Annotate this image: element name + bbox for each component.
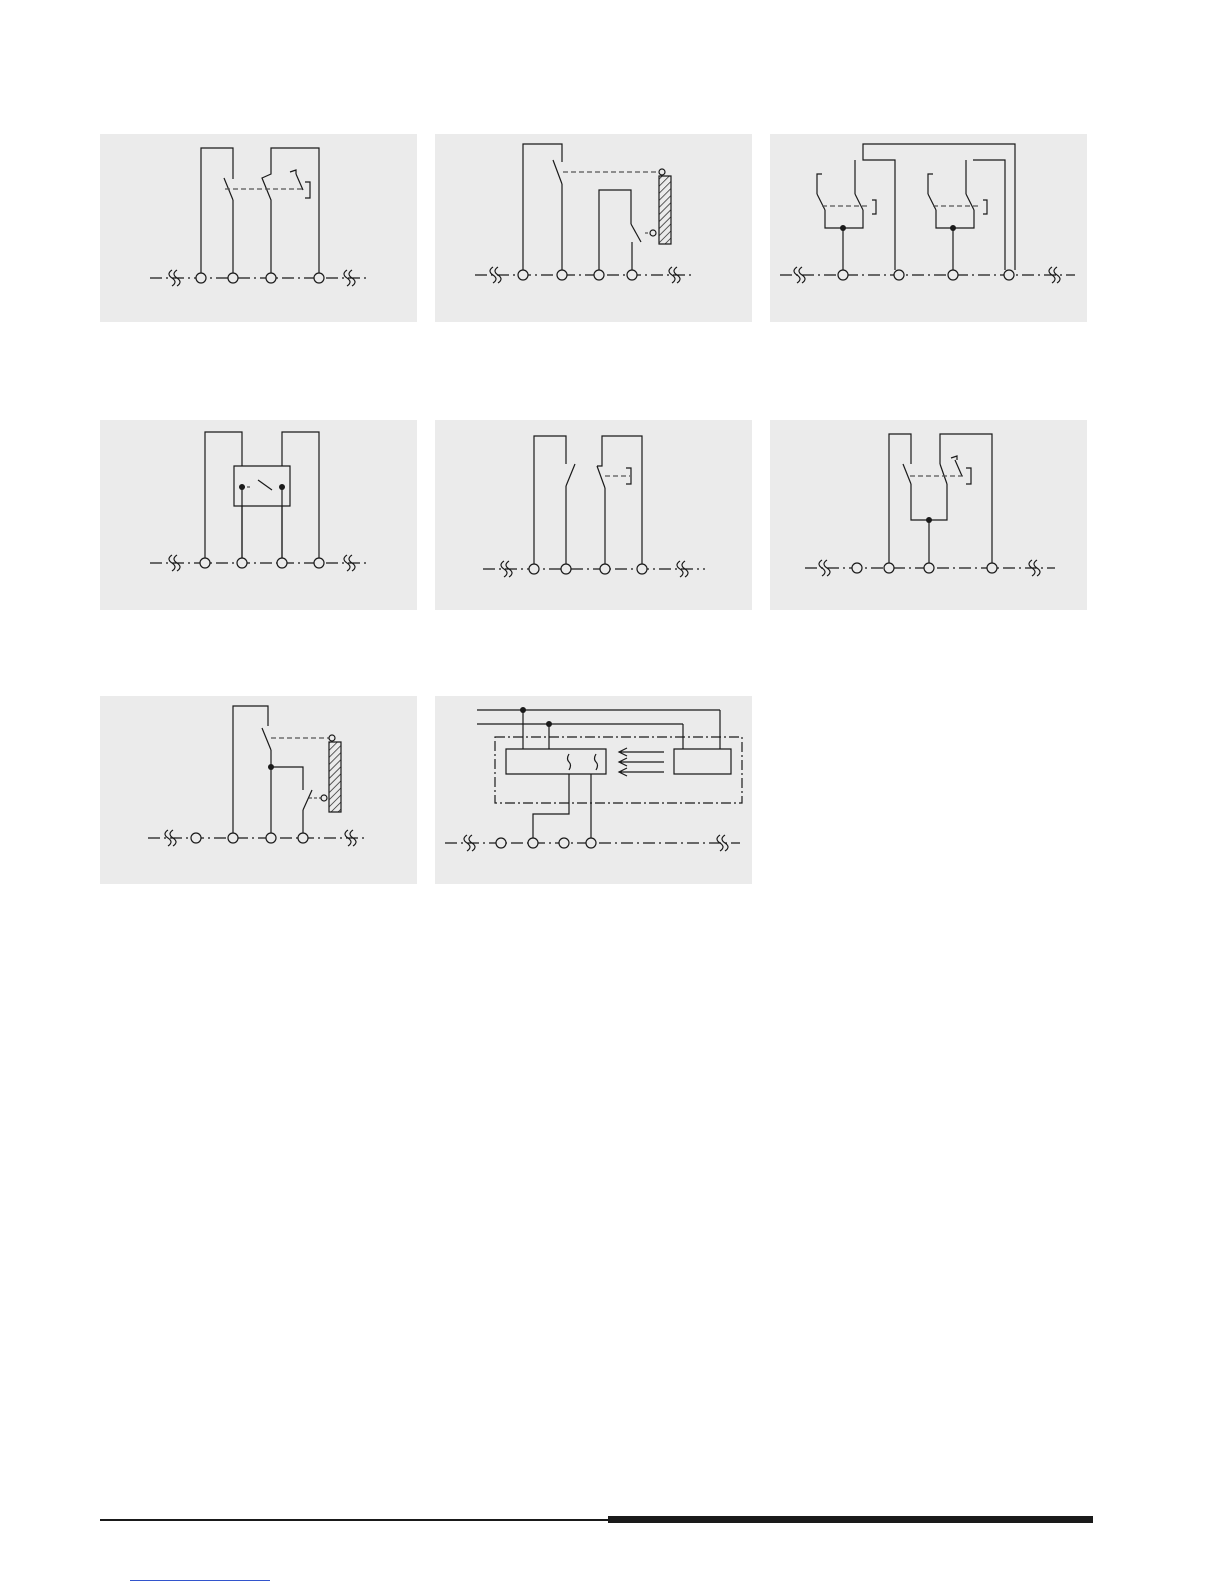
terminal (894, 270, 904, 280)
circuit-panel-5 (435, 420, 752, 610)
circuit-diagram-8 (435, 696, 752, 884)
switch-contact (855, 194, 863, 210)
switch-contact (940, 464, 947, 484)
terminal (884, 563, 894, 573)
switch-contact (817, 174, 822, 194)
pushbutton-actuator (966, 468, 971, 484)
terminal (196, 273, 206, 283)
terminal (987, 563, 997, 573)
terminal (237, 558, 247, 568)
pushbutton-actuator (626, 468, 631, 484)
circuit-panel-4 (100, 420, 417, 610)
terminal (191, 833, 201, 843)
circuit-panel-1 (100, 134, 417, 322)
wire (940, 434, 992, 563)
circuit-panel-3 (770, 134, 1087, 322)
switch-contact (631, 224, 641, 242)
wire (597, 436, 642, 564)
wire (233, 706, 268, 833)
switch-contact (553, 160, 562, 184)
junction-dot (926, 517, 932, 523)
switch-contact (903, 464, 911, 484)
switch-contact (966, 194, 974, 210)
switch-contact (817, 194, 825, 210)
junction-dot (239, 484, 245, 490)
terminal (266, 273, 276, 283)
switch-contact (928, 194, 936, 210)
pushbutton-head (951, 456, 957, 460)
terminal (518, 270, 528, 280)
terminal (600, 564, 610, 574)
cam-follower (659, 169, 665, 175)
transmitter-unit (674, 749, 731, 774)
wire (973, 160, 1005, 270)
switch-contact (928, 174, 933, 194)
terminal (559, 838, 569, 848)
cam-follower (329, 735, 335, 741)
terminal (637, 564, 647, 574)
circuit-panel-7 (100, 696, 417, 884)
circuit-diagram-7 (100, 696, 417, 884)
light-beam-arrow (619, 768, 664, 776)
terminal (838, 270, 848, 280)
terminal (529, 564, 539, 574)
terminal (561, 564, 571, 574)
cam-follower (650, 230, 656, 236)
wire (533, 774, 569, 838)
footer-link-underline[interactable] (130, 1580, 270, 1581)
terminal (586, 838, 596, 848)
terminal (528, 838, 538, 848)
circuit-diagram-1 (100, 134, 417, 322)
wire (911, 484, 947, 520)
terminal (1004, 270, 1014, 280)
terminal (496, 838, 506, 848)
terminal (314, 273, 324, 283)
circuit-diagram-5 (435, 420, 752, 610)
terminal (298, 833, 308, 843)
circuit-diagram-4 (100, 420, 417, 610)
terminal (228, 273, 238, 283)
terminal (266, 833, 276, 843)
circuit-diagram-3 (770, 134, 1087, 322)
cam-bar (329, 742, 341, 812)
pushbutton-head (290, 170, 296, 174)
junction-dot (268, 764, 274, 770)
junction-dot (279, 484, 285, 490)
cam-bar (659, 176, 671, 244)
circuit-panel-6 (770, 420, 1087, 610)
footer-rule-thin (100, 1519, 608, 1521)
cam-follower (321, 795, 327, 801)
terminal (627, 270, 637, 280)
pushbutton-contact (955, 460, 962, 476)
circuit-panel-2 (435, 134, 752, 322)
switch-contact (303, 790, 312, 810)
receiver-unit (506, 749, 606, 774)
switch-contact (262, 728, 271, 750)
circuit-diagram-2 (435, 134, 752, 322)
wire (534, 436, 566, 564)
terminal (594, 270, 604, 280)
junction-dot (520, 707, 526, 713)
wire (523, 144, 562, 270)
wire (201, 148, 233, 273)
switch-contact (566, 464, 575, 486)
light-beam-arrow (619, 748, 664, 756)
wire (936, 210, 974, 228)
wire (271, 767, 303, 790)
terminal (314, 558, 324, 568)
switch-contact (597, 466, 605, 488)
terminal (557, 270, 567, 280)
pushbutton-actuator (872, 200, 876, 214)
terminal (277, 558, 287, 568)
footer-rule-thick (608, 1516, 1093, 1523)
terminal (852, 563, 862, 573)
junction-dot (546, 721, 552, 727)
light-beam-arrow (619, 758, 664, 766)
terminal (948, 270, 958, 280)
wire (863, 144, 1015, 270)
terminal (200, 558, 210, 568)
switch-contact (262, 148, 319, 273)
pushbutton-actuator (983, 200, 987, 214)
circuit-diagram-6 (770, 420, 1087, 610)
terminal (228, 833, 238, 843)
junction-dot (950, 225, 956, 231)
wire (599, 190, 631, 270)
terminal (924, 563, 934, 573)
circuit-panel-8 (435, 696, 752, 884)
pushbutton-contact (296, 174, 303, 190)
wire (889, 434, 911, 563)
junction-dot (840, 225, 846, 231)
pushbutton-actuator (305, 182, 310, 198)
